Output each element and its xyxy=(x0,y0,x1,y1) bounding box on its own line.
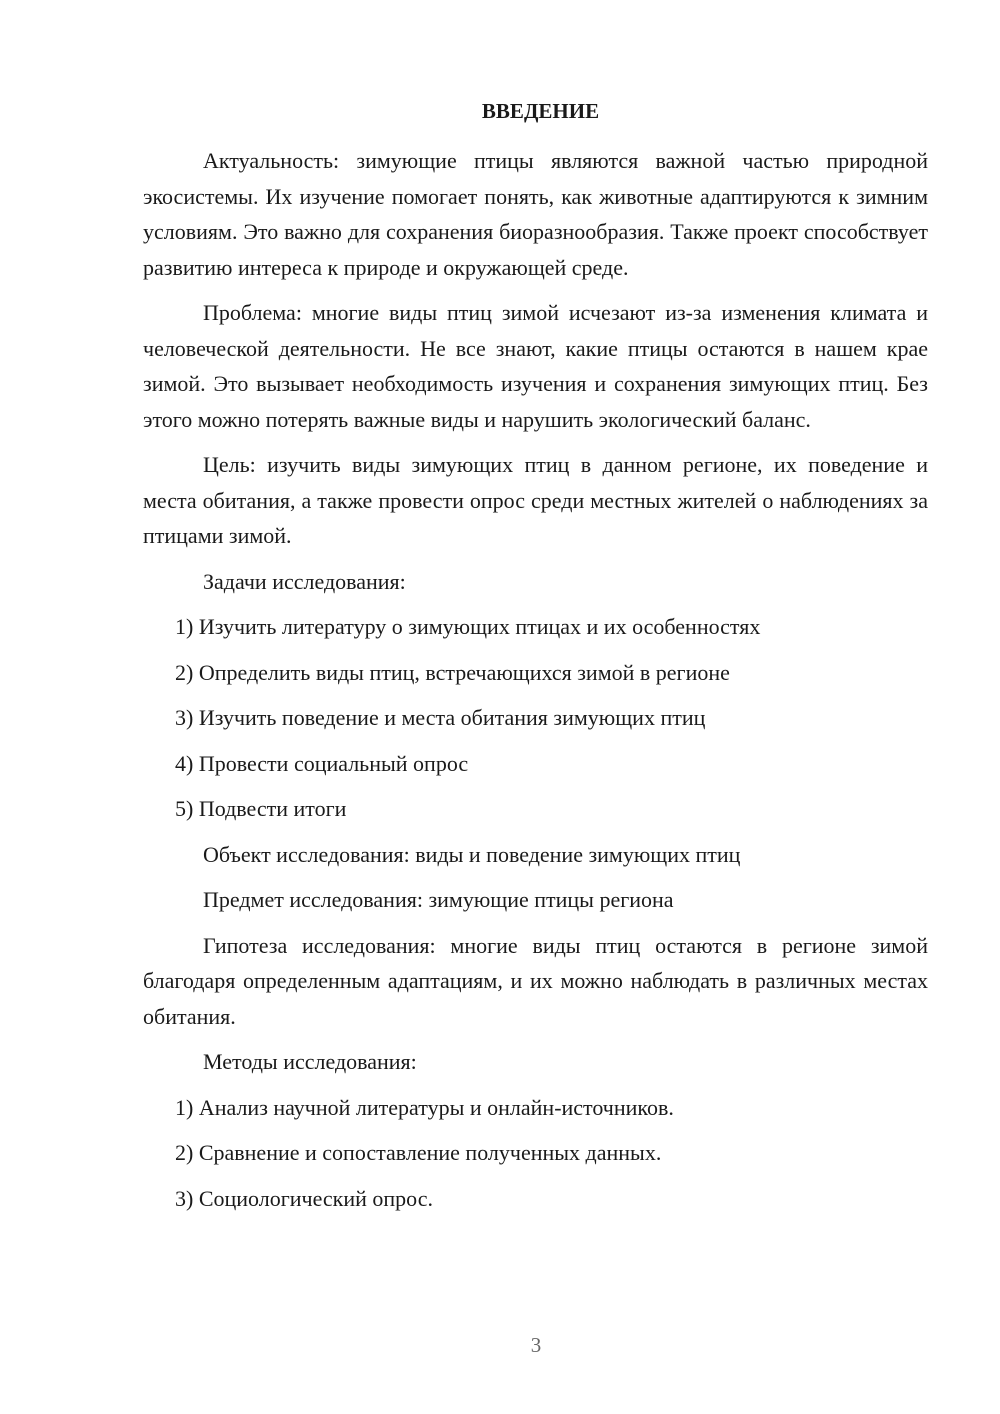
method-item: 3) Социологический опрос. xyxy=(175,1185,433,1211)
relevance-paragraph: Актуальность: зимующие птицы являются важной частью природной экосистемы. Их изучение помогает понять, как животные адаптируются к зимним условиям. Это важно для сохранения биоразнообразия. Также проект способствует развитию интереса к природе и окружающей среде. xyxy=(143,148,928,280)
tasks-heading: Задачи исследования: xyxy=(203,568,406,594)
page-content xyxy=(143,94,928,1226)
tasks-list xyxy=(143,609,928,827)
subject-paragraph: Предмет исследования: зимующие птицы региона xyxy=(203,887,674,912)
task-item: 1) Изучить литературу о зимующих птицах и их особенностях xyxy=(175,614,761,639)
section-heading: ВВЕДЕНИЕ xyxy=(481,99,600,123)
methods-list xyxy=(143,1090,928,1217)
task-item: 3) Изучить поведение и места обитания зимующих птиц xyxy=(175,705,706,730)
problem-paragraph: Проблема: многие виды птиц зимой исчезают из-за изменения климата и человеческой деятельности. Не все знают, какие птицы остаются в нашем крае зимой. Это вызывает необходимость изучения и сохранения зимующих птиц. Без этого можно потерять важные виды и нарушить экологический баланс. xyxy=(143,300,928,432)
task-item: 2) Определить виды птиц, встречающихся зимой в регионе xyxy=(175,659,730,685)
goal-paragraph: Цель: изучить виды зимующих птиц в данном регионе, их поведение и места обитания, а также провести опрос среди местных жителей о наблюдениях за птицами зимой. xyxy=(143,452,928,548)
task-item: 4) Провести социальный опрос xyxy=(175,750,469,776)
method-item: 1) Анализ научной литературы и онлайн-источников. xyxy=(175,1094,674,1120)
methods-heading: Методы исследования: xyxy=(203,1049,417,1074)
method-item: 2) Сравнение и сопоставление полученных данных. xyxy=(175,1140,662,1165)
task-item: 5) Подвести итоги xyxy=(175,796,347,821)
page-number: 3 xyxy=(530,1333,542,1357)
object-paragraph: Объект исследования: виды и поведение зимующих птиц xyxy=(203,841,741,867)
hypothesis-paragraph: Гипотеза исследования: многие виды птиц остаются в регионе зимой благодаря определенным адаптациям, и их можно наблюдать в различных местах обитания. xyxy=(143,932,928,1029)
